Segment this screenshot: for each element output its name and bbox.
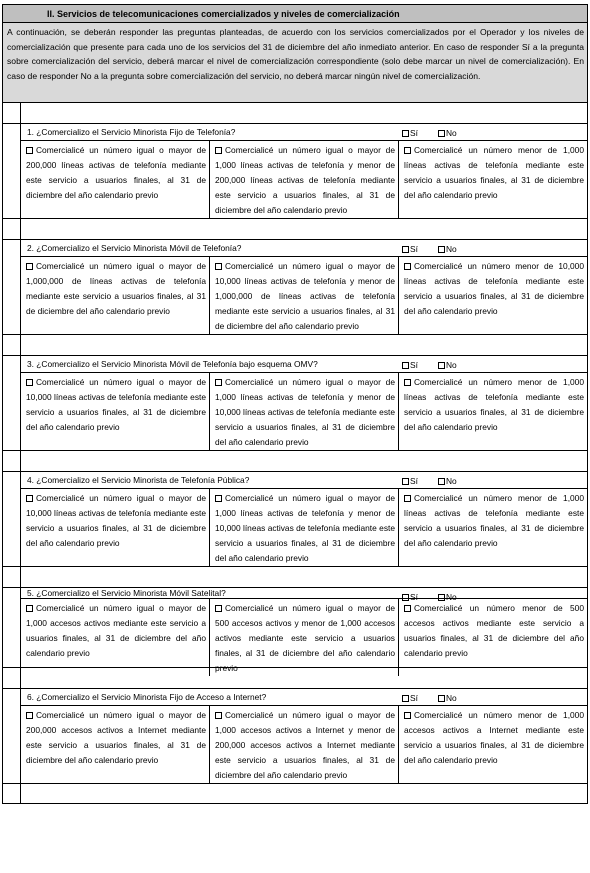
level-text: Comercialicé un número menor de 1,000 líneas activas de telefonía mediante este servicio a usuarios finales, al 31 de diciembre del año calendario previo — [404, 493, 584, 548]
level-text: Comercialicé un número igual o mayor de 10,000 líneas activas de telefonía y menor de 1,000,000 de líneas activas de telefonía mediante este servicio a usuarios finales, al 31 de diciembre del año calendario previo — [215, 261, 395, 331]
level-checkbox[interactable] — [215, 263, 222, 270]
yes-label: Sí — [410, 476, 418, 486]
yes-checkbox[interactable] — [402, 362, 409, 369]
no-label: No — [446, 128, 457, 138]
section-header — [2, 4, 588, 23]
question-text: 6. ¿Comercializo el Servicio Minorista Fijo de Acceso a Internet? — [27, 692, 267, 702]
level-checkbox[interactable] — [215, 605, 222, 612]
no-option[interactable] — [438, 476, 457, 486]
yes-checkbox[interactable] — [402, 478, 409, 485]
spacer-row — [2, 567, 588, 587]
level-checkbox[interactable] — [215, 379, 222, 386]
level-checkbox[interactable] — [215, 495, 222, 502]
spacer-row — [2, 451, 588, 471]
level-option-1[interactable] — [21, 599, 209, 676]
level-option-3[interactable] — [398, 257, 587, 334]
level-options — [21, 373, 587, 450]
question-text: 2. ¿Comercializo el Servicio Minorista Móvil de Telefonía? — [27, 243, 242, 253]
level-options — [21, 489, 587, 566]
question-block — [2, 239, 588, 335]
level-text: Comercialicé un número menor de 1,000 líneas activas de telefonía mediante este servicio a usuarios finales, al 31 de diciembre del año calendario previo — [404, 377, 584, 432]
services-form — [2, 4, 588, 804]
question-row — [21, 472, 587, 489]
no-checkbox[interactable] — [438, 362, 445, 369]
no-option[interactable] — [438, 693, 457, 703]
no-label: No — [446, 592, 457, 602]
level-text: Comercialicé un número igual o mayor de 200,000 líneas activas de telefonía mediante este servicio a usuarios finales, al 31 de diciembre del año calendario previo — [26, 145, 206, 200]
spacer-row — [2, 103, 588, 123]
level-option-1[interactable] — [21, 141, 209, 218]
level-option-2[interactable] — [209, 599, 398, 676]
question-text: 4. ¿Comercializo el Servicio Minorista de Telefonía Pública? — [27, 475, 250, 485]
question-text: 3. ¿Comercializo el Servicio Minorista Móvil de Telefonía bajo esquema OMV? — [27, 359, 318, 369]
level-text: Comercialicé un número menor de 500 accesos activos mediante este servicio a usuarios finales, al 31 de diciembre del año calendario previo — [404, 603, 584, 658]
level-option-3[interactable] — [398, 141, 587, 218]
yes-option[interactable] — [402, 128, 418, 138]
question-block — [2, 688, 588, 784]
yes-option[interactable] — [402, 693, 418, 703]
level-checkbox[interactable] — [404, 605, 411, 612]
question-block — [2, 587, 588, 673]
yes-label: Sí — [410, 128, 418, 138]
level-text: Comercialicé un número menor de 1,000 accesos activos a Internet mediante este servicio a usuarios finales, al 31 de diciembre del año calendario previo — [404, 710, 584, 765]
level-checkbox[interactable] — [26, 712, 33, 719]
question-text: 1. ¿Comercializo el Servicio Minorista Fijo de Telefonía? — [27, 127, 236, 137]
spacer-row — [2, 784, 588, 804]
level-option-3[interactable] — [398, 489, 587, 566]
no-option[interactable] — [438, 592, 457, 602]
level-text: Comercialicé un número igual o mayor de 1,000,000 de líneas activas de telefonía mediante este servicio a usuarios finales, al 31 de diciembre del año calendario previo — [26, 261, 206, 316]
section-title: II. Servicios de telecomunicaciones comercializados y niveles de comercialización — [47, 9, 400, 19]
level-option-2[interactable] — [209, 373, 398, 450]
level-checkbox[interactable] — [26, 379, 33, 386]
level-option-2[interactable] — [209, 489, 398, 566]
level-checkbox[interactable] — [26, 263, 33, 270]
level-checkbox[interactable] — [404, 379, 411, 386]
yes-checkbox[interactable] — [402, 246, 409, 253]
level-option-3[interactable] — [398, 599, 587, 676]
level-checkbox[interactable] — [404, 263, 411, 270]
no-option[interactable] — [438, 128, 457, 138]
spacer-row — [2, 335, 588, 355]
level-options — [21, 257, 587, 334]
level-checkbox[interactable] — [26, 495, 33, 502]
no-option[interactable] — [438, 360, 457, 370]
yes-label: Sí — [410, 360, 418, 370]
level-text: Comercialicé un número menor de 1,000 líneas activas de telefonía mediante este servicio a usuarios finales, al 31 de diciembre del año calendario previo — [404, 145, 584, 200]
level-option-1[interactable] — [21, 257, 209, 334]
level-option-1[interactable] — [21, 489, 209, 566]
level-text: Comercialicé un número igual o mayor de 500 accesos activos y menor de 1,000 accesos activos mediante este servicio a usuarios finales, al 31 de diciembre del año calendario previo — [215, 603, 395, 673]
question-block — [2, 355, 588, 451]
level-text: Comercialicé un número igual o mayor de 1,000 accesos activos a Internet y menor de 200,000 accesos activos a Internet mediante este servicio a usuarios finales, al 31 de diciembre del año calendario previo — [215, 710, 395, 780]
level-checkbox[interactable] — [404, 495, 411, 502]
yes-label: Sí — [410, 592, 418, 602]
level-options — [21, 141, 587, 218]
question-block — [2, 123, 588, 219]
question-block — [2, 471, 588, 567]
no-checkbox[interactable] — [438, 695, 445, 702]
yes-option[interactable] — [402, 592, 418, 602]
no-label: No — [446, 476, 457, 486]
question-row — [21, 124, 587, 141]
question-row — [21, 588, 587, 602]
level-option-3[interactable] — [398, 706, 587, 783]
no-label: No — [446, 360, 457, 370]
level-text: Comercialicé un número menor de 10,000 líneas activas de telefonía mediante este servicio a usuarios finales, al 31 de diciembre del año calendario previo — [404, 261, 584, 316]
level-option-1[interactable] — [21, 706, 209, 783]
question-row — [21, 689, 587, 706]
yes-option[interactable] — [402, 244, 418, 254]
no-checkbox[interactable] — [438, 130, 445, 137]
level-checkbox[interactable] — [404, 147, 411, 154]
yes-option[interactable] — [402, 476, 418, 486]
level-options — [21, 599, 587, 676]
level-option-2[interactable] — [209, 257, 398, 334]
instructions-text: A continuación, se deberán responder las preguntas planteadas, de acuerdo con los servicios comercializados por el Operador y los niveles de comercialización que presente para cada uno de los servicios del 31 de diciembre del año inmediato anterior. En caso de responder Sí a la pregunta sobre comercialización del servicio, deberá marcar el nivel de comercialización correspondiente (solo debe marcar un nivel de comercialización). En caso de responder No a la pregunta sobre comercialización del servicio, no deberá marcar ningún nivel de comercialización. — [2, 23, 588, 103]
yes-label: Sí — [410, 244, 418, 254]
level-text: Comercialicé un número igual o mayor de 1,000 líneas activas de telefonía y menor de 200,000 líneas activas de telefonía mediante este servicio a usuarios finales, al 31 de diciembre del año calendario previo — [215, 145, 395, 215]
level-text: Comercialicé un número igual o mayor de 1,000 líneas activas de telefonía y menor de 10,000 líneas activas de telefonía mediante este servicio a usuarios finales, al 31 de diciembre del año calendario previo — [215, 377, 395, 447]
level-options — [21, 706, 587, 783]
no-label: No — [446, 244, 457, 254]
yes-label: Sí — [410, 693, 418, 703]
level-text: Comercialicé un número igual o mayor de 1,000 líneas activas de telefonía y menor de 10,000 líneas activas de telefonía mediante este servicio a usuarios finales, al 31 de diciembre del año calendario previo — [215, 493, 395, 563]
no-checkbox[interactable] — [438, 246, 445, 253]
no-checkbox[interactable] — [438, 478, 445, 485]
level-checkbox[interactable] — [215, 147, 222, 154]
level-text: Comercialicé un número igual o mayor de 10,000 líneas activas de telefonía mediante este servicio a usuarios finales, al 31 de diciembre del año calendario previo — [26, 377, 206, 432]
question-list — [2, 103, 588, 804]
question-text: 5. ¿Comercializo el Servicio Minorista Móvil Satelital? — [27, 588, 226, 598]
level-checkbox[interactable] — [215, 712, 222, 719]
no-checkbox[interactable] — [438, 594, 445, 601]
no-option[interactable] — [438, 244, 457, 254]
level-option-2[interactable] — [209, 141, 398, 218]
level-checkbox[interactable] — [26, 605, 33, 612]
no-label: No — [446, 693, 457, 703]
level-text: Comercialicé un número igual o mayor de 10,000 líneas activas de telefonía mediante este servicio a usuarios finales, al 31 de diciembre del año calendario previo — [26, 493, 206, 548]
yes-option[interactable] — [402, 360, 418, 370]
yes-checkbox[interactable] — [402, 130, 409, 137]
level-text: Comercialicé un número igual o mayor de 200,000 accesos activos a Internet mediante este servicio a usuarios finales, al 31 de diciembre del año calendario previo — [26, 710, 206, 765]
level-checkbox[interactable] — [404, 712, 411, 719]
level-text: Comercialicé un número igual o mayor de 1,000 accesos activos mediante este servicio a usuarios finales, al 31 de diciembre del año calendario previo — [26, 603, 206, 658]
level-option-2[interactable] — [209, 706, 398, 783]
level-checkbox[interactable] — [26, 147, 33, 154]
yes-checkbox[interactable] — [402, 695, 409, 702]
yes-checkbox[interactable] — [402, 594, 409, 601]
question-row — [21, 240, 587, 257]
level-option-1[interactable] — [21, 373, 209, 450]
spacer-row — [2, 219, 588, 239]
level-option-3[interactable] — [398, 373, 587, 450]
question-row — [21, 356, 587, 373]
